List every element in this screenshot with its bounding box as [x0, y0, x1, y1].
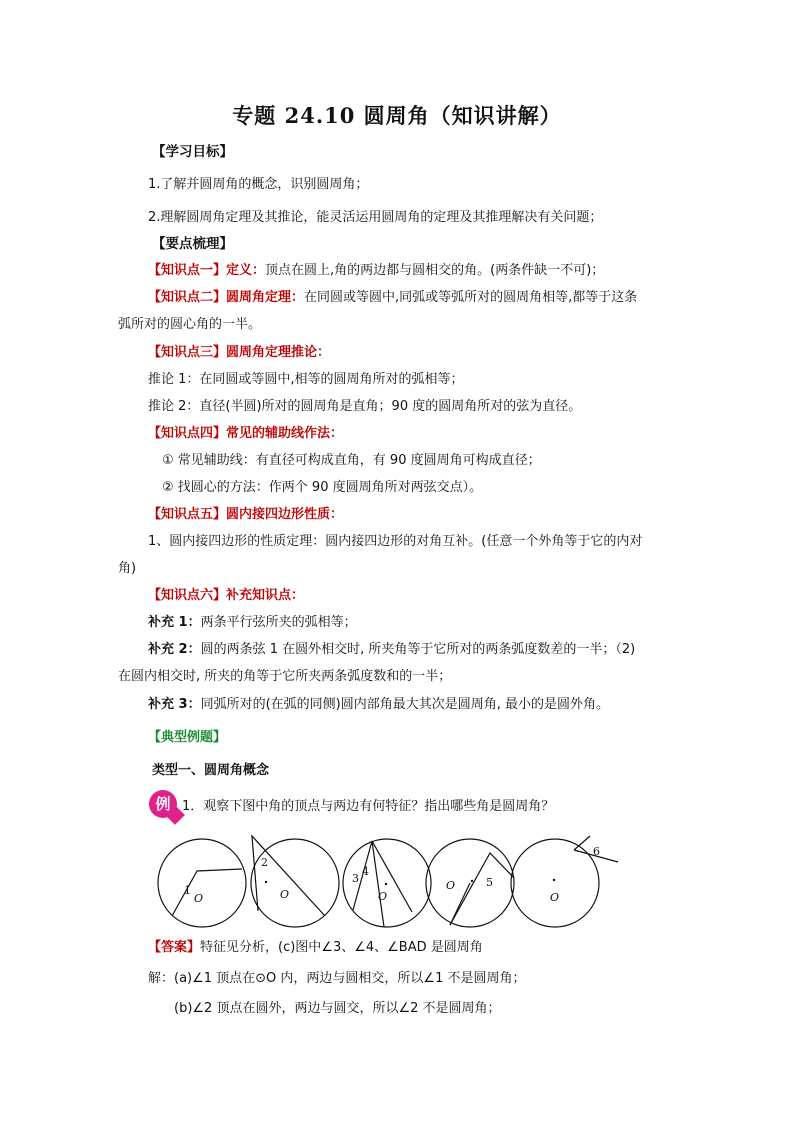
- example-badge: 例: [149, 790, 177, 818]
- k1-name: 定义：: [226, 263, 266, 278]
- answer-tag: 【答案】: [148, 940, 201, 955]
- k2-tag: 【知识点二】: [148, 290, 227, 305]
- angle-5: [450, 853, 514, 925]
- points-heading: 【要点梳理】: [152, 236, 233, 252]
- label-1: 1: [184, 884, 191, 897]
- examples-heading: 【典型例题】: [148, 730, 227, 745]
- supplement-3: [148, 696, 609, 714]
- s3-text: 同弧所对的(在弧的同侧)圆内部角最大其次是圆周角, 最小的是圆外角。: [200, 697, 609, 712]
- label-6: 6: [593, 845, 600, 858]
- knowledge-1: [148, 262, 604, 280]
- k3-tag: 【知识点三】: [148, 345, 227, 360]
- center-dot-e: [553, 879, 555, 881]
- knowledge-3: [148, 344, 330, 362]
- label-5: 5: [486, 876, 493, 889]
- k4-tag: 【知识点四】: [148, 426, 227, 441]
- angle-1: [172, 869, 242, 916]
- s3-label: 补充 3：: [148, 697, 201, 712]
- circle-e: [511, 839, 599, 927]
- circle-angle-figure: [150, 828, 630, 928]
- question-1: 1．观察下图中角的顶点与两边有何特征？指出哪些角是圆周角？: [182, 799, 555, 814]
- answer-text: 特征见分析，(c)图中∠3、∠4、∠BAD 是圆周角: [200, 940, 483, 955]
- k1-tag: 【知识点一】: [148, 263, 227, 278]
- center-dot-d: [471, 880, 473, 882]
- label-o-b: O: [280, 888, 290, 901]
- center-dot-b: [265, 881, 267, 883]
- s1-label: 补充 1：: [148, 615, 201, 630]
- s2-label: 补充 2：: [148, 642, 201, 657]
- knowledge-2: [148, 289, 637, 307]
- s2-text-b: 在圆内相交时, 所夹的角等于它所夹两条弧度数和的一半；: [118, 669, 452, 684]
- k5-text-1: 1、圆内接四边形的性质定理：圆内接四边形的对角互补。(任意一个外角等于它的内对: [148, 534, 643, 549]
- k4-item-1: ① 常见辅助线：有直径可构成直角，有 90 度圆周角可构成直径；: [162, 453, 541, 468]
- k2-text-2: 弧所对的圆心角的一半。: [118, 317, 262, 332]
- k3-corollary-1: 推论 1：在同圆或等圆中,相等的圆周角所对的弧相等；: [148, 372, 464, 387]
- label-4: 4: [362, 865, 369, 878]
- supplement-1: [148, 614, 357, 632]
- solution-b: (b)∠2 顶点在圆外，两边与圆交，所以∠2 不是圆周角；: [174, 1001, 501, 1016]
- page-title: 专题 24.10 圆周角（知识讲解）: [232, 103, 562, 128]
- k5-name: 圆内接四边形性质：: [226, 507, 344, 522]
- knowledge-5: [148, 506, 343, 524]
- s2-text-a: 圆的两条弦 1 在圆外相交时, 所夹角等于它所对的两条弧度数差的一半；（2): [200, 642, 636, 657]
- center-dot-c: [385, 883, 387, 885]
- k3-name: 圆周角定理推论：: [226, 345, 331, 360]
- k4-item-2: ② 找圆心的方法：作两个 90 度圆周角所对两弦交点）。: [162, 480, 483, 495]
- goals-heading: 【学习目标】: [152, 144, 233, 160]
- k4-name: 常见的辅助线作法：: [226, 426, 344, 441]
- k2-text-1: 在同圆或等圆中,同弧或等弧所对的圆周角相等,都等于这条: [304, 290, 638, 305]
- knowledge-4: [148, 425, 343, 443]
- solution-a: 解：(a)∠1 顶点在⊙O 内，两边与圆相交，所以∠1 不是圆周角；: [148, 971, 526, 986]
- goal-item-2: 2.理解圆周角定理及其推论，能灵活运用圆周角的定理及其推理解决有关问题；: [148, 210, 603, 225]
- k1-text: 顶点在圆上,角的两边都与圆相交的角。(两条件缺一不可)；: [265, 263, 605, 278]
- type-1-heading: 类型一、圆周角概念: [152, 763, 270, 778]
- k5-tag: 【知识点五】: [148, 507, 227, 522]
- angle-2: [252, 836, 325, 916]
- circle-a: [158, 839, 246, 927]
- k2-name: 圆周角定理：: [226, 290, 305, 305]
- label-3: 3: [352, 872, 359, 885]
- label-2: 2: [261, 856, 268, 869]
- knowledge-6: [148, 587, 304, 605]
- k3-corollary-2: 推论 2：直径(半圆)所对的圆周角是直角；90 度的圆周角所对的弦为直径。: [148, 399, 582, 414]
- label-o-c: O: [378, 890, 388, 903]
- label-o-d: O: [446, 879, 456, 892]
- goal-item-1: 1.了解并圆周角的概念，识别圆周角；: [148, 177, 369, 192]
- answer: [148, 939, 483, 957]
- k5-text-2: 角): [118, 561, 137, 576]
- label-o-e: O: [550, 891, 560, 904]
- k6-name: 补充知识点：: [226, 588, 305, 603]
- s1-text: 两条平行弦所夹的弧相等；: [200, 615, 357, 630]
- supplement-2: [148, 641, 635, 659]
- chord-c-3: [372, 841, 384, 927]
- label-o-a: O: [194, 892, 204, 905]
- k6-tag: 【知识点六】: [148, 588, 227, 603]
